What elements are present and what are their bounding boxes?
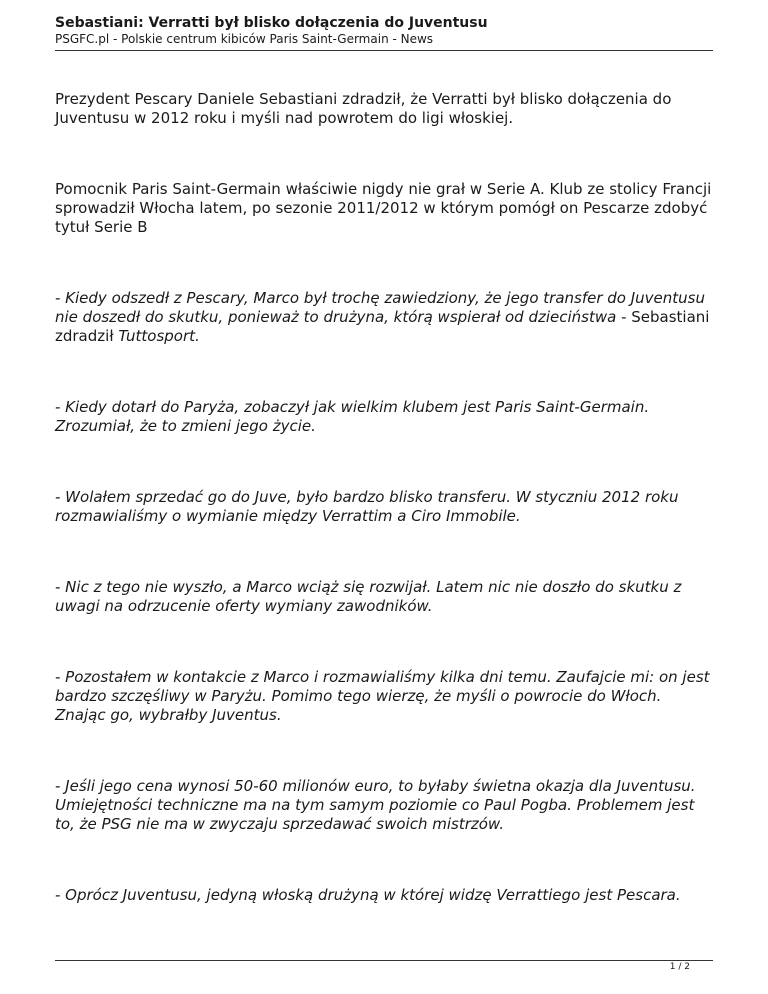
page-number: 1 / 2 (669, 962, 690, 972)
quote-paragraph-7: - Oprócz Juventusu, jedyną włoską drużyną w której widzę Verrattiego jest Pescara. (55, 886, 681, 904)
header-divider (55, 50, 713, 51)
quote-paragraph-4: - Nic z tego nie wyszło, a Marco wciąż się rozwijał. Latem nic nie doszło do skutku z uwagi na odrzucenie oferty wymiany zawodników. (55, 578, 682, 615)
article-title: Sebastiani: Verratti był blisko dołączenia do Juventusu (55, 15, 488, 31)
page-header (55, 14, 713, 47)
quote-1-source: Tuttosport. (118, 327, 200, 345)
quote-paragraph-5: - Pozostałem w kontakcie z Marco i rozmawialiśmy kilka dni temu. Zaufajcie mi: on jest bardzo szczęśliwy w Paryżu. Pomimo tego wierzę, że myśli o powrocie do Włoch. Znając go, wybrałby Juventus. (55, 668, 710, 724)
lead-paragraph: Prezydent Pescary Daniele Sebastiani zdradził, że Verratti był blisko dołączenia do Juventusu w 2012 roku i myśli nad powrotem do ligi włoskiej. (55, 90, 672, 127)
quote-paragraph-2: - Kiedy dotarł do Paryża, zobaczył jak wielkim klubem jest Paris Saint-Germain. Zrozumiał, że to zmieni jego życie. (55, 398, 650, 435)
intro-paragraph: Pomocnik Paris Saint-Germain właściwie nigdy nie grał w Serie A. Klub ze stolicy Francji sprowadził Włocha latem, po sezonie 2011/2012 w którym pomógł on Pescarze zdobyć tytuł Serie B (55, 180, 712, 236)
quote-1-attribution: - Sebastiani zdradził (55, 308, 710, 345)
site-subtitle: PSGFC.pl - Polskie centrum kibiców Paris Saint-Germain - News (55, 32, 434, 46)
quote-paragraph-3: - Wolałem sprzedać go do Juve, było bardzo blisko transferu. W styczniu 2012 roku rozmawialiśmy o wymianie między Verrattim a Ciro Immobile. (55, 488, 679, 525)
footer-divider (55, 960, 713, 961)
article-body (55, 90, 715, 905)
quote-paragraph-6: - Jeśli jego cena wynosi 50-60 milionów euro, to byłaby świetna okazja dla Juventusu. Umiejętności techniczne ma na tym samym poziomie co Paul Pogba. Problemem jest to, że PSG nie ma w zwyczaju sprzedawać swoich mistrzów. (55, 777, 696, 833)
quote-paragraph-1 (55, 289, 715, 346)
quote-1-text: - Kiedy odszedł z Pescary, Marco był trochę zawiedziony, że jego transfer do Juventusu nie doszedł do skutku, ponieważ to drużyna, którą wspierał od dzieciństwa (55, 289, 706, 326)
